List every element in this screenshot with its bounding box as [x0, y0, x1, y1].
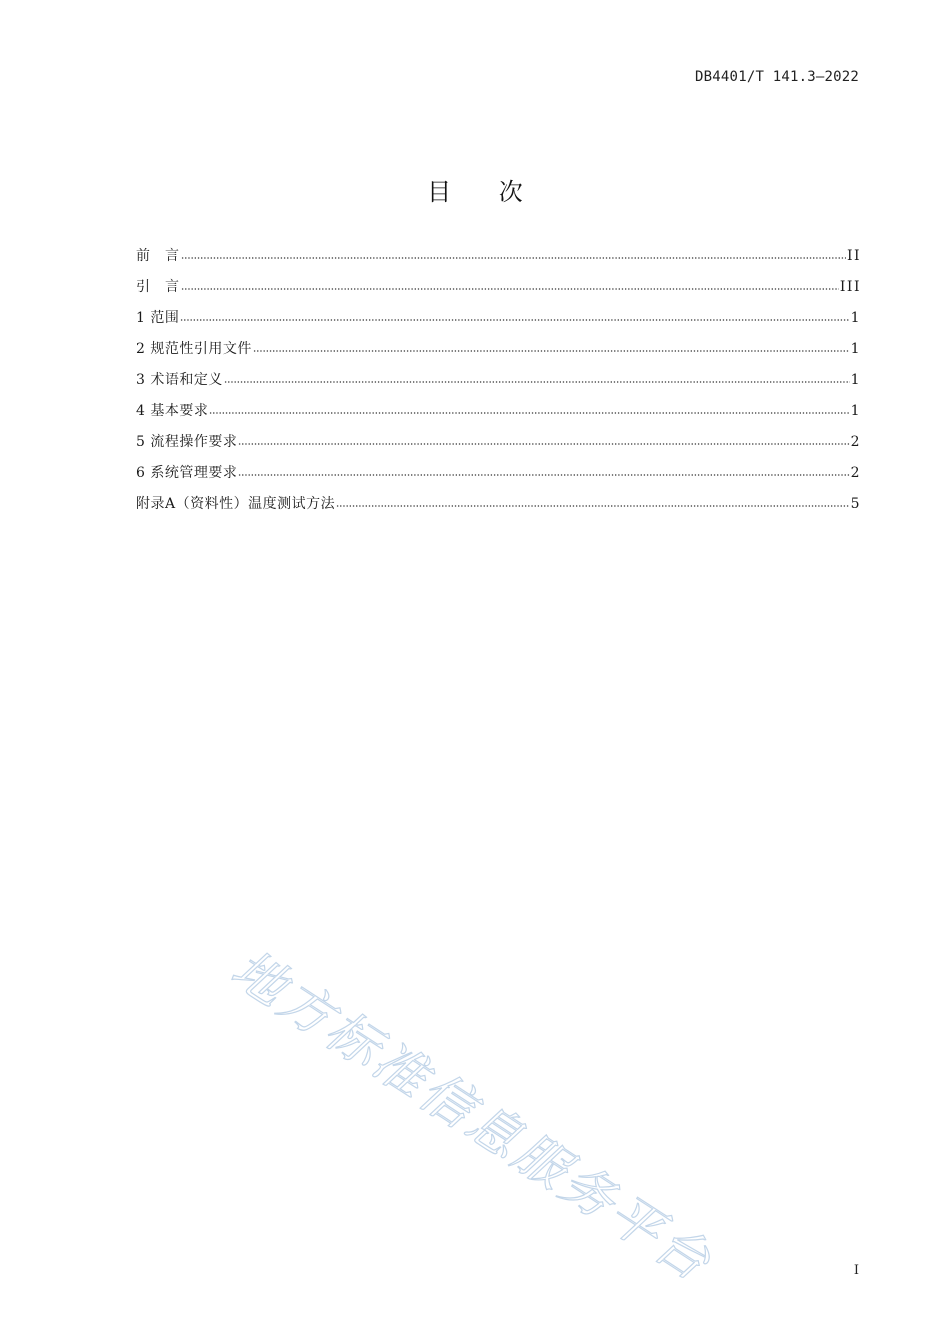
toc-entry-page: 1 — [850, 310, 861, 326]
dot-leader — [238, 442, 849, 446]
toc-entry-basic-requirements[interactable] — [136, 401, 860, 432]
toc-entry-label: 6 系统管理要求 — [136, 465, 238, 481]
watermark: 地方标准信息服务平台 — [220, 938, 724, 1295]
dot-leader — [181, 256, 846, 260]
toc-entry-label: 2 规范性引用文件 — [136, 341, 252, 357]
dot-leader — [180, 318, 849, 322]
document-code: DB4401/T 141.3—2022 — [695, 69, 859, 85]
dot-leader — [253, 349, 850, 353]
toc-entry-page: 2 — [850, 465, 861, 481]
toc-entry-label: 引 言 — [136, 279, 180, 295]
toc-entry-page: II — [846, 248, 861, 264]
toc-entry-page: 5 — [850, 496, 861, 512]
toc-entry-label: 4 基本要求 — [136, 403, 209, 419]
toc-entry-appendix-a[interactable] — [136, 494, 860, 525]
toc-title: 目 次 — [427, 178, 543, 206]
dot-leader — [336, 504, 849, 508]
toc-entry-label: 1 范围 — [136, 310, 180, 326]
toc-entry-system-management[interactable] — [136, 463, 860, 494]
toc-entry-normative-references[interactable] — [136, 339, 860, 370]
dot-leader — [209, 411, 849, 415]
toc-entry-page: 2 — [850, 434, 861, 450]
toc-entry-process-requirements[interactable] — [136, 432, 860, 463]
toc-entry-terms-definitions[interactable] — [136, 370, 860, 401]
toc-entry-label: 5 流程操作要求 — [136, 434, 238, 450]
toc-entry-introduction[interactable] — [136, 277, 860, 308]
toc-entry-page: III — [839, 279, 861, 295]
toc-entry-foreword[interactable] — [136, 246, 860, 277]
toc-entry-scope[interactable] — [136, 308, 860, 339]
toc-entry-label: 3 术语和定义 — [136, 372, 223, 388]
toc-entry-page: 1 — [850, 403, 861, 419]
dot-leader — [181, 287, 839, 291]
toc-entry-page: 1 — [850, 341, 861, 357]
page-number: I — [853, 1263, 859, 1278]
table-of-contents — [136, 246, 860, 525]
dot-leader — [224, 380, 850, 384]
toc-entry-label: 附录A（资料性）温度测试方法 — [136, 496, 336, 512]
dot-leader — [238, 473, 849, 477]
toc-entry-label: 前 言 — [136, 248, 180, 264]
toc-entry-page: 1 — [850, 372, 861, 388]
